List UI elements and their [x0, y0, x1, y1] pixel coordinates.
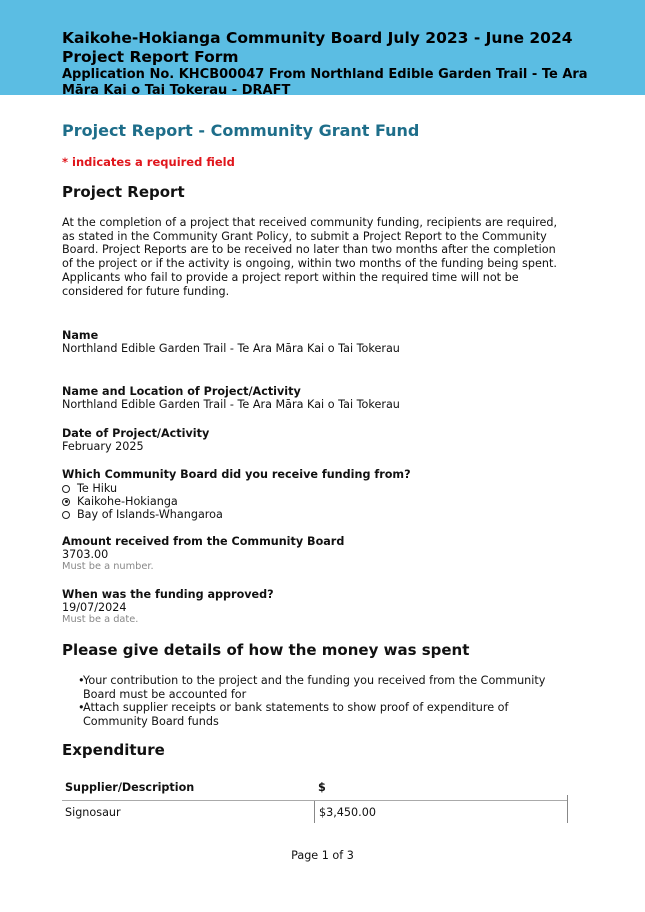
field-name-label: Name: [62, 329, 99, 342]
cell-amount: $3,450.00: [314, 801, 568, 823]
field-approved-value: 19/07/2024: [62, 601, 127, 614]
field-amount-label: Amount received from the Community Board: [62, 535, 345, 548]
header-title-line1: Kaikohe-Hokianga Community Board July 2023 - June 2024: [62, 29, 573, 47]
header-title-line2: Project Report Form: [62, 48, 239, 66]
page-number: Page 1 of 3: [291, 849, 354, 862]
field-amount-value: 3703.00: [62, 548, 109, 561]
field-amount: [62, 535, 344, 573]
field-location-value: Northland Edible Garden Trail - Te Ara Māra Kai o Tai Tokerau: [62, 398, 400, 411]
list-item: [62, 701, 573, 728]
expenditure-table: [62, 774, 568, 823]
field-name-value: Northland Edible Garden Trail - Te Ara Māra Kai o Tai Tokerau: [62, 342, 400, 355]
radio-option[interactable]: [62, 508, 411, 521]
radio-option-label: Bay of Islands-Whangaroa: [77, 508, 223, 521]
table-header-row: [62, 774, 568, 800]
bullet-text: Attach supplier receipts or bank statements to show proof of expenditure of Community Board funds: [83, 701, 509, 728]
field-date-label: Date of Project/Activity: [62, 427, 210, 440]
table-border: [567, 795, 568, 823]
project-report-para2: Applicants who fail to provide a project report within the required time will not be considered for future funding.: [62, 271, 519, 298]
field-board-label: Which Community Board did you receive funding from?: [62, 468, 411, 481]
bullet-text: Your contribution to the project and the funding you received from the Community Board must be accounted for: [83, 674, 546, 701]
project-report-para1: At the completion of a project that received community funding, recipients are required, as stated in the Community Grant Policy, to submit a Project Report to the Community Board. Project Reports are to be received no later than two months after the completion of the project or if the activity is ongoing, within two months of the funding being spent.: [62, 216, 558, 270]
header-sub-line1: Application No. KHCB00047 From Northland Edible Garden Trail - Te Ara: [62, 67, 588, 82]
field-board: [62, 468, 411, 521]
field-amount-hint: Must be a number.: [62, 561, 154, 572]
table-row: [62, 800, 568, 823]
required-note: * indicates a required field: [62, 155, 235, 169]
field-date: [62, 427, 209, 453]
field-location-label: Name and Location of Project/Activity: [62, 385, 301, 398]
field-approved: [62, 588, 274, 626]
spending-bullets: [62, 674, 573, 728]
bullet-icon: •: [78, 701, 85, 714]
column-header-amount: $: [318, 780, 326, 794]
field-name: [62, 329, 400, 355]
spending-heading: Please give details of how the money was spent: [62, 641, 470, 659]
form-title: Project Report - Community Grant Fund: [62, 121, 420, 140]
column-header-description: Supplier/Description: [65, 780, 195, 794]
cell-description: Signosaur: [65, 805, 121, 819]
header-sub-line2: Māra Kai o Tai Tokerau - DRAFT: [62, 83, 291, 98]
radio-option[interactable]: [62, 495, 411, 508]
radio-option-label: Te Hiku: [77, 482, 118, 495]
radio-unchecked-icon[interactable]: [62, 485, 70, 493]
radio-option-label: Kaikohe-Hokianga: [77, 495, 178, 508]
radio-option[interactable]: [62, 482, 411, 495]
field-date-value: February 2025: [62, 440, 144, 453]
field-approved-hint: Must be a date.: [62, 614, 139, 625]
radio-checked-icon[interactable]: [62, 498, 70, 506]
field-approved-label: When was the funding approved?: [62, 588, 274, 601]
expenditure-heading: Expenditure: [62, 741, 165, 759]
radio-unchecked-icon[interactable]: [62, 511, 70, 519]
list-item: [62, 674, 573, 701]
field-location: [62, 385, 400, 411]
document-header: [62, 29, 622, 99]
project-report-heading: Project Report: [62, 183, 185, 201]
bullet-icon: •: [78, 674, 85, 687]
